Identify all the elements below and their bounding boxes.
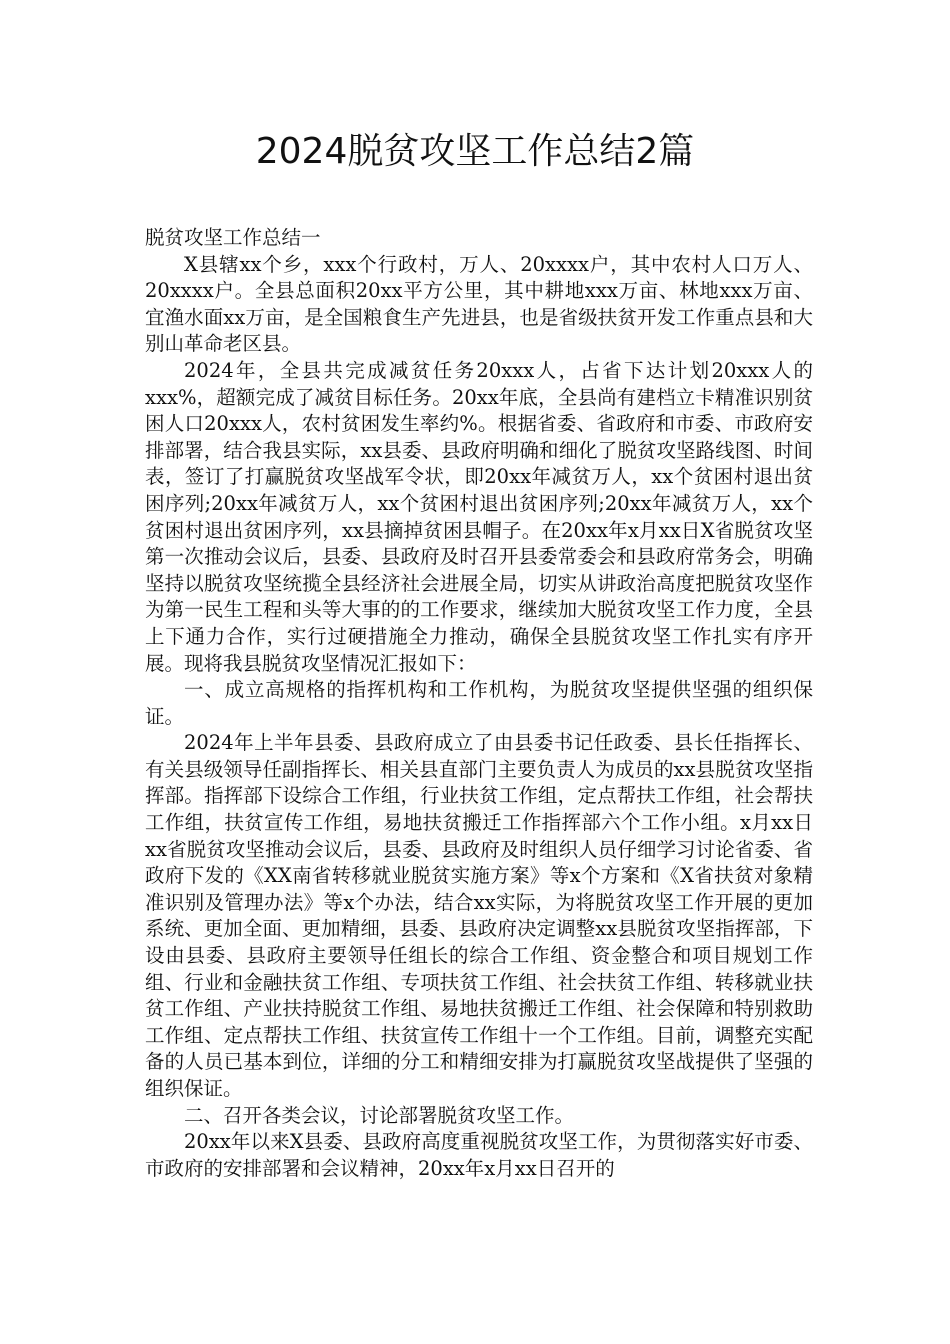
- paragraph: 2024年上半年县委、县政府成立了由县委书记任政委、县长任指挥长、有关县级领导任副指挥长、相关县直部门主要负责人为成员的xx县脱贫攻坚指挥部。指挥部下设综合工作组，行业扶贫工作组，定点帮扶工作组，社会帮扶工作组，扶贫宣传工作组，易地扶贫搬迁工作指挥部六个工作小组。x月xx日xx省脱贫攻坚推动会议后，县委、县政府及时组织人员仔细学习讨论省委、省政府下发的《XX南省转移就业脱贫实施方案》等x个方案和《X省扶贫对象精准识别及管理办法》等x个办法，结合xx实际，为将脱贫攻坚工作开展的更加系统、更加全面、更加精细，县委、县政府决定调整xx县脱贫攻坚指挥部，下设由县委、县政府主要领导任组长的综合工作组、资金整合和项目规划工作组、行业和金融扶贫工作组、专项扶贫工作组、社会扶贫工作组、转移就业扶贫工作组、产业扶持脱贫工作组、易地扶贫搬迁工作组、社会保障和特别救助工作组、定点帮扶工作组、扶贫宣传工作组十一个工作组。目前，调整充实配备的人员已基本到位，详细的分工和精细安排为打赢脱贫攻坚战提供了坚强的组织保证。: [145, 731, 813, 1100]
- paragraph: 一、成立高规格的指挥机构和工作机构，为脱贫攻坚提供坚强的组织保证。: [145, 678, 813, 728]
- paragraph: 20xx年以来X县委、县政府高度重视脱贫攻坚工作，为贯彻落实好市委、市政府的安排部署和会议精神，20xx年x月xx日召开的: [145, 1130, 813, 1180]
- document-title: 2024脱贫攻坚工作总结2篇: [255, 131, 695, 172]
- paragraph: 2024年，全县共完成减贫任务20xxx人，占省下达计划20xxx人的xxx%，超额完成了减贫目标任务。20xx年底，全县尚有建档立卡精准识别贫困人口20xxx人，农村贫困发生率约%。根据省委、省政府和市委、市政府安排部署，结合我县实际，xx县委、县政府明确和细化了脱贫攻坚路线图、时间表，签订了打赢脱贫攻坚战军令状，即20xx年减贫万人，xx个贫困村退出贫困序列;20xx年减贫万人，xx个贫困村退出贫困序列;20xx年减贫万人，xx个贫困村退出贫困序列，xx县摘掉贫困县帽子。在20xx年x月xx日X省脱贫攻坚第一次推动会议后，县委、县政府及时召开县委常委会和县政府常务会，明确坚持以脱贫攻坚统揽全县经济社会进展全局，切实从讲政治高度把脱贫攻坚作为第一民生工程和头等大事的的工作要求，继续加大脱贫攻坚工作力度，全县上下通力合作，实行过硬措施全力推动，确保全县脱贫攻坚工作扎实有序开展。现将我县脱贫攻坚情况汇报如下：: [145, 358, 813, 675]
- document-body: [145, 225, 813, 1182]
- paragraph: X县辖xx个乡，xxx个行政村，万人、20xxxx户，其中农村人口万人、20xxxx户。全县总面积20xx平方公里，其中耕地xxx万亩、林地xxx万亩、宜渔水面xx万亩，是全国粮食生产先进县，也是省级扶贫开发工作重点县和大别山革命老区县。: [145, 252, 813, 356]
- section-heading: 脱贫攻坚工作总结一: [145, 226, 321, 249]
- paragraph: 二、召开各类会议，讨论部署脱贫攻坚工作。: [184, 1103, 575, 1127]
